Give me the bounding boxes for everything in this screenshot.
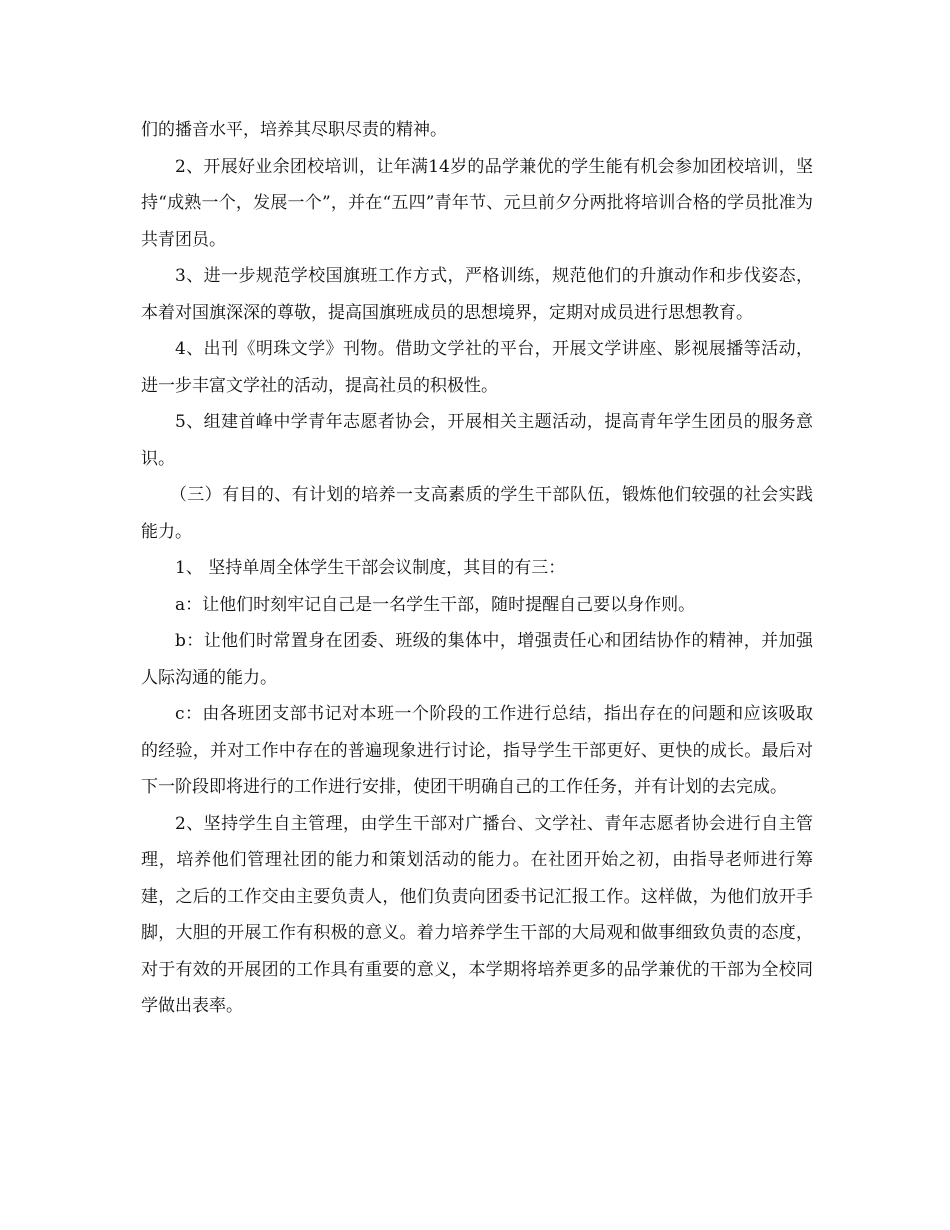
paragraph-continuation: 们的播音水平，培养其尽职尽责的精神。 xyxy=(141,120,447,140)
document-body xyxy=(141,112,813,1025)
section-heading-3: （三）有目的、有计划的培养一支高素质的学生干部队伍，锻炼他们较强的社会实践能力。 xyxy=(141,485,813,542)
paragraph-item-5-volunteer-association: 5、组建首峰中学青年志愿者协会，开展相关主题活动，提高青年学生团员的服务意识。 xyxy=(141,412,813,469)
paragraph-item-2-youth-league-school: 2、开展好业余团校培训，让年满14岁的品学兼优的学生能有机会参加团校培训，坚持“成熟一个，发展一个”，并在“五四”青年节、元旦前夕分两批将培训合格的学员批准为共青团员。 xyxy=(141,156,813,250)
paragraph-sub-c: c：由各班团支部书记对本班一个阶段的工作进行总结，指出存在的问题和应该吸取的经验，并对工作中存在的普遍现象进行讨论，指导学生干部更好、更快的成长。最后对下一阶段即将进行的工作进行安排，使团干明确自己的工作任务，并有计划的去完成。 xyxy=(141,704,813,797)
paragraph-sub-a: a：让他们时刻牢记自己是一名学生干部，随时提醒自己要以身作则。 xyxy=(175,594,696,615)
paragraph-item-1-cadre-meeting: 1、 坚持单周全体学生干部会议制度，其目的有三： xyxy=(175,558,566,578)
paragraph-sub-b: b：让他们时常置身在团委、班级的集体中，增强责任心和团结协作的精神，并加强人际沟通的能力。 xyxy=(141,631,813,688)
paragraph-item-2-self-management: 2、坚持学生自主管理，由学生干部对广播台、文学社、青年志愿者协会进行自主管理，培养他们管理社团的能力和策划活动的能力。在社团开始之初，由指导老师进行筹建，之后的工作交由主要负责人，他们负责向团委书记汇报工作。这样做，为他们放开手脚，大胆的开展工作有积极的意义。着力培养学生干部的大局观和做事细致负责的态度，对于有效的开展团的工作具有重要的意义，本学期将培养更多的品学兼优的干部为全校同学做出表率。 xyxy=(141,813,813,1016)
paragraph-item-3-flag-team: 3、进一步规范学校国旗班工作方式，严格训练，规范他们的升旗动作和步伐姿态，本着对国旗深深的尊敬，提高国旗班成员的思想境界，定期对成员进行思想教育。 xyxy=(141,266,813,323)
paragraph-item-4-literature-journal: 4、出刊《明珠文学》刊物。借助文学社的平台，开展文学讲座、影视展播等活动，进一步丰富文学社的活动，提高社员的积极性。 xyxy=(141,339,813,396)
